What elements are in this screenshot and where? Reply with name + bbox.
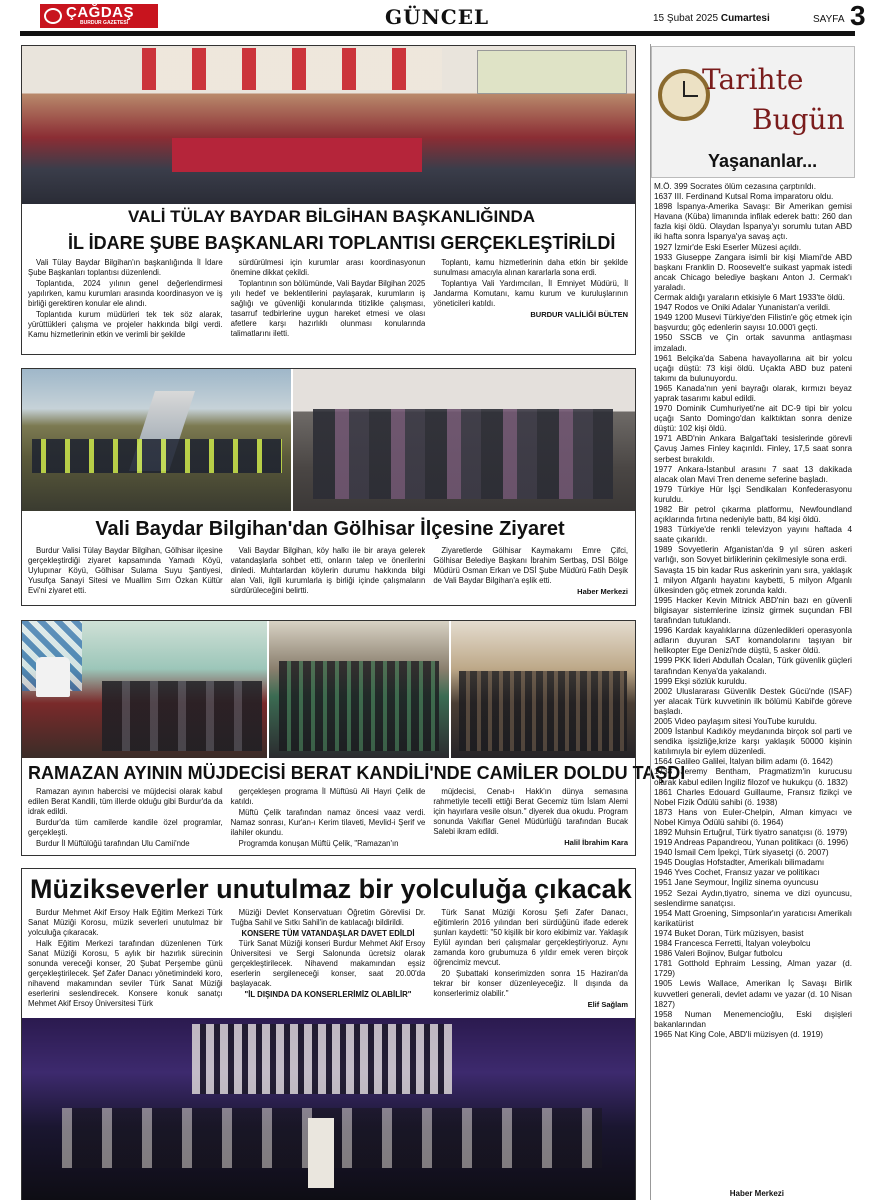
- event-item: 1637 III. Ferdinand Kutsal Roma imparatoru oldu.: [654, 192, 834, 202]
- dateline: [653, 13, 770, 25]
- imam-figure: [36, 657, 70, 697]
- article-2-byline: Haber Merkezi: [577, 587, 629, 596]
- banner-subtitle: Yaşananlar...: [708, 151, 818, 171]
- paragraph: Toplantıda kurum müdürleri tek tek söz alarak, yürüttükleri çalışma ve projeler hakkında bilgi verdi. Kamu hizmetlerinin etkin ve verimli bir şekilde: [28, 310, 223, 339]
- article-1-body: [28, 258, 628, 352]
- event-item: 1961 Belçika'da Sabena havayollarına ait bir yolcu uçağı düştü: 73 kişi öldü. Uçakta ABD buz pateni takımı da bulunuyordu.: [654, 353, 852, 383]
- sidebar-byline: Haber Merkezi: [729, 1189, 784, 1198]
- article-3-col-1: [28, 787, 223, 853]
- paragraph: Burdur Mehmet Akif Ersoy Halk Eğitim Merkezi Türk Sanat Müziği Korosu, müzik severleri unutulmaz bir yolculuğa çıkaracak.: [28, 908, 223, 937]
- article-4-subheading: KONSERE TÜM VATANDAŞLAR DAVET EDİLDİ: [241, 929, 415, 938]
- event-item: 1905 Lewis Wallace, Amerikan İç Savaşı Birlik kuvvetleri generali, devlet adamı ve yazar (d. 10 Nisan 1827): [654, 979, 852, 1009]
- paragraph: gerçekleşen programa İl Müftüsü Ali Hayri Çelik de katıldı.: [230, 787, 426, 806]
- article-4-subheading-2: "İL DIŞINDA DA KONSERLERİMİZ OLABİLİR": [244, 990, 412, 999]
- paragraph: Ziyaretlerde Gölhisar Kaymakamı Emre Çifci, Gölhisar Belediye Başkanı İbrahim Sertbaş, DSİ Bölge Müdürü Osman Erkan ve DSİ Şube Müdürü Fatih Deşik de Vali Baydar Bilgihan'a eşlik etti.: [433, 546, 629, 585]
- paragraph: 20 Şubattaki konserimizden sonra 15 Haziran'da tekrar bir konser düzenleyeceğiz. İl dışında da konserlerimiz olabilir.": [433, 969, 629, 998]
- paragraph: Toplantının son bölümünde, Vali Baydar Bilgihan 2025 yılı hedef ve beklentilerini paylaşarak, kurumların iş sağlığı ve güvenliği konularında titizlikle çalışması, tasarruf tedbirlerine uygun hareket etmesi ve olası afetlere karşı hazırlıklı olunması konularında talimatlarını iletti.: [230, 279, 426, 338]
- paragraph: Burdur'da tüm camilerde kandile özel programlar, gerçekleşti.: [28, 818, 223, 837]
- page-label: SAYFA: [813, 14, 845, 25]
- red-carpet: [172, 138, 422, 172]
- event-item: 1970 Dominik Cumhuriyeti'ne ait DC-9 tipi bir yolcu uçağı Santo Domingo'dan kalktıktan sonra denize düştü: 102 kişi öldü.: [654, 404, 852, 434]
- event-item: Savaşta 15 bin kadar Rus askerinin yanı sıra, yaklaşık 1 milyon Afganlı hayatını kaybetti, 5 milyon Afganlı ülkesinden göç etmek zorunda kaldı.: [654, 565, 852, 595]
- paragraph: Programda konuşan Müftü Çelik, "Ramazan'ın: [238, 839, 399, 848]
- event-item: 1983 Türkiye'de renkli televizyon yayını haftada 4 saate çıkarıldı.: [654, 525, 852, 545]
- paragraph: Toplantıya Vali Yardımcıları, İl Emniyet Müdürü, İl Jandarma Komutanı, kamu kurum ve kuruluşlarının yöneticileri katıldı.: [433, 279, 629, 308]
- paragraph: Toplantı, kamu hizmetlerinin daha etkin bir şekilde sunulması amacıyla alınan kararlarla sona erdi.: [433, 258, 629, 277]
- article-2-headline: Vali Baydar Bilgihan'dan Gölhisar İlçesine Ziyaret: [70, 516, 590, 543]
- event-item: 1977 Ankara-İstanbul arasını 7 saat 13 dakikada alacak olan Mavi Tren deneme seferine başladı.: [654, 464, 852, 484]
- event-item: 1971 ABD'nin Ankara Balgat'taki tesislerinde görevli Çavuş James Finley kaçırıldı. Finley, 17,5 saat sonra serbest bırakıldı.: [654, 434, 852, 464]
- mosque-interior-photo-2[interactable]: [451, 621, 635, 758]
- group-of-officials: [32, 439, 282, 473]
- article-2-col-1: [28, 546, 223, 604]
- article-2-col-2: [231, 546, 426, 604]
- article-3-col-3: [433, 787, 628, 853]
- page-number: 3: [850, 0, 866, 31]
- paragraph: Vali Baydar Bilgihan, köy halkı ile bir araya gelerek vatandaşlarla sohbet etti, onların talep ve önerilerini dinledi. Muhtarlardan köylerin durumu hakkında bilgi alan Vali, ilgili kurumlarla iş birliği içinde çalışmaların sürdürüleceğini belirtti.: [230, 546, 426, 595]
- choir-concert-photo[interactable]: [22, 1018, 635, 1200]
- event-item: 1919 Andreas Papandreou, Yunan politikacı (ö. 1996): [654, 838, 849, 848]
- event-item: 1892 Muhsin Ertuğrul, Türk tiyatro sanatçısı (ö. 1979): [654, 828, 848, 837]
- article-4-byline: Elif Sağlam: [587, 1000, 629, 1009]
- banner-title-2: Bugün: [752, 103, 845, 136]
- article-3-body: [28, 787, 628, 853]
- events-list: [654, 182, 852, 1190]
- paragraph: Müftü Çelik tarafından namaz öncesi vaaz verdi. Namaz sonrası, Kur'an-ı Kerim tilaveti, Mevlid-i Şerif ve ilahiler okundu.: [230, 808, 426, 837]
- event-item: 1564 Galileo Galilei, İtalyan bilim adamı (ö. 1642): [654, 757, 833, 767]
- article-1-col-3: [433, 258, 628, 352]
- article-1-col-2: [231, 258, 426, 352]
- projection-screen: [477, 50, 627, 94]
- article-4-headline: Müzikseverler unutulmaz bir yolculuğa çıkacak: [30, 874, 632, 904]
- congregation: [102, 681, 262, 751]
- event-item: 1995 Hacker Kevin Mitnick ABD'nin bazı en güvenli bilgisayar sistemlerine izinsiz girmek suçundan FBI tarafından tutuklandı.: [654, 595, 852, 626]
- event-item: Cermak aldığı yaraların etkisiyle 6 Mart 1933'te öldü.: [654, 293, 845, 303]
- article-2-body: [28, 546, 628, 604]
- event-item: 1945 Douglas Hofstadter, Amerikalı bilimadamı: [654, 858, 825, 868]
- event-item: 1898 İspanya-Amerika Savaşı: Bir Amerikan gemisi Havana (Küba) limanında infilak ederek battı: 260 dan fazla kişi öldü. Olaydan İspanya'yı sorumlu tutan ABD iki hafta sonra İspanya'ya savaş açtı.: [654, 202, 852, 242]
- event-item: 1738 Jeremy Bentham, Pragmatizm'in kurucusu olarak kabul edilen İngiliz filozof ve hukukçu (ö. 1832): [654, 767, 852, 787]
- logo-emblem-icon: [44, 8, 62, 24]
- paragraph: Toplantıda, 2024 yılının genel değerlendirmesi yapılırken, kamu kurumları arasında koordinasyon ve iş birliği gerektiren konular ele alındı.: [28, 279, 223, 308]
- logo-name: ÇAĞDAŞ: [66, 4, 135, 21]
- event-item: 1989 Sovyetlerin Afganistan'da 9 yıl süren askeri varlığı, son Sovyet birliklerinin çekilmesiyle sona erdi.: [654, 545, 852, 565]
- choir-members: [192, 1024, 452, 1094]
- on-this-day-banner: [651, 46, 855, 178]
- event-item: 1979 Türkiye Hür İşçi Sendikaları Konfederasyonu kuruldu.: [654, 484, 852, 504]
- event-item: 1965 Kanada'nın yeni bayrağı olarak, kırmızı beyaz yaprak tasarımı kabul edildi.: [654, 383, 852, 403]
- event-item: 1996 Kardak kayalıklarına düzenledikleri operasyonla adların duyuran SAT komandolarını taşıyan bir helikopter Ege Denizi'nde düştü, 5 asker öldü.: [654, 626, 852, 656]
- article-2-col-3: [433, 546, 628, 604]
- event-item: 1958 Numan Menemencioğlu, Eski dışişleri bakanlarından: [654, 1009, 852, 1029]
- event-item: 1954 Matt Groening, Simpsonlar'ın yaratıcısı Amerikalı karikatürist: [654, 908, 852, 928]
- event-item: 1974 Buket Doran, Türk müzisyen, basist: [654, 928, 804, 938]
- banner-title-1: Tarihte: [702, 63, 804, 96]
- article-3-byline: Halil İbrahim Kara: [564, 838, 629, 847]
- paragraph: Burdur İl Müftülüğü tarafından Ulu Camii'nde: [36, 839, 190, 848]
- event-item: 1986 Valeri Bojinov, Bulgar futbolcu: [654, 949, 783, 959]
- event-item: 1781 Gotthold Ephraim Lessing, Alman yazar (d. 1729): [654, 959, 852, 979]
- article-4-col-2: [231, 908, 426, 1016]
- article-4-body: [28, 908, 628, 1016]
- paragraph: Türk Sanat Müziği konseri Burdur Mehmet Akif Ersoy Üniversitesi ve Sergi Salonunda ücretsiz olarak gerçekleştirilecek. Nihavend makamından eşsiz eserlerin sergileneceği konser, saat 20.00'da başlayacak.: [230, 939, 426, 988]
- mosque-interior-photo-1[interactable]: [269, 621, 449, 758]
- paragraph: Vali Tülay Baydar Bilgihan'ın başkanlığında İl İdare Şube Başkanları toplantısı düzenlendi.: [28, 258, 223, 277]
- event-item: 1940 İsmail Cem İpekçi, Türk siyasetçi (ö. 2007): [654, 848, 829, 858]
- event-item: 1999 Ekşi sözlük kuruldu.: [654, 676, 747, 686]
- article-1-byline: BURDUR VALİLİĞİ BÜLTEN: [530, 310, 629, 319]
- paragraph: Müziği Devlet Konservatuarı Öğretim Görevlisi Dr. Tuğba Sahil ve Sıtkı Sahil'in de katılacağı bildirildi.: [230, 908, 426, 927]
- event-item: 1947 Rodos ve Oniki Adalar Yunanistan'a verildi.: [654, 303, 831, 313]
- event-item: 1984 Francesca Ferretti, İtalyan voleybolcu: [654, 939, 811, 949]
- meeting-photo[interactable]: [22, 46, 635, 204]
- article-3-headline: RAMAZAN AYININ MÜJDECİSİ BERAT KANDİLİ'NDE CAMİLER DOLDU TAŞDI: [28, 760, 628, 786]
- window-curtains: [142, 48, 442, 90]
- event-item: 1873 Hans von Euler-Chelpin, Alman kimyacı ve Nobel Kimya Ödülü sahibi (ö. 1964): [654, 807, 852, 827]
- article-1-headline-1: VALİ TÜLAY BAYDAR BİLGİHAN BAŞKANLIĞINDA: [128, 205, 518, 229]
- event-item: 1951 Jane Seymour, İngiliz sinema oyuncusu: [654, 878, 819, 888]
- site-visit-photo[interactable]: [22, 369, 291, 511]
- event-item: 1927 İzmir'de Eski Eserler Müzesi açıldı.: [654, 242, 802, 252]
- event-item: 1999 PKK lideri Abdullah Öcalan, Türk güvenlik güçleri tarafından Kenya'da yakalandı.: [654, 656, 852, 676]
- village-visit-photo[interactable]: [293, 369, 635, 511]
- issue-day: Cumartesi: [720, 13, 770, 24]
- issue-date: 15 Şubat 2025: [653, 13, 719, 24]
- paragraph: Burdur Valisi Tülay Baydar Bilgihan, Gölhisar ilçesine gerçekleştirdiği ziyaret kapsamında Yamadı Köyü, Uylupınar Köyü, Gölhisar Sulama Suyu Şantiyesi, Yusufça Sanayi Sitesi ve Muallim Sırrı Özkan Kültür Evi'ni ziyaret etti.: [28, 546, 223, 595]
- event-item: 1861 Charles Edouard Guillaume, Fransız fizikçi ve Nobel Fizik Ödülü sahibi (ö. 1938): [654, 787, 852, 807]
- section-title: GÜNCEL: [385, 5, 490, 29]
- event-item: 2005 Video paylaşım sitesi YouTube kuruldu.: [654, 716, 817, 726]
- page-header: [20, 0, 866, 31]
- event-item: M.Ö. 399 Socrates ölüm cezasına çarptırıldı.: [654, 182, 816, 191]
- paragraph: Halk Eğitim Merkezi tarafından düzenlenen Türk Sanat Müziği Korosu, 5 aylık bir hazırlık sürecinin sonunda vereceği konser, 20 Şubat Perşembe günü gerçekleştirilecek. Şef Zafer Danacı yönetimindeki koro, nihavend makamından seviler Türk Sanat Müziği eserlerini seslendirecek. Konsere konuk sanatçı Mehmet Akif Ersoy Üniversitesi Türk: [28, 939, 223, 1008]
- article-3-col-2: [231, 787, 426, 853]
- event-item: 1952 Sezai Aydın,tiyatro, sinema ve dizi oyuncusu, seslendirme sanatçısı.: [654, 888, 852, 908]
- event-item: 1933 Giuseppe Zangara isimli bir kişi Miami'de ABD başkanı Franklin D. Roosevelt'e suikast yapmak istedi ancak Chicago belediye başkanı Anton J. Cermak'ı yaraladı.: [654, 252, 852, 292]
- article-4-col-1: [28, 908, 223, 1016]
- paragraph: Türk Sanat Müziği Korosu Şefi Zafer Danacı, eğitimlerin 2016 yılından beri sürdüğünü ifade ederek şunları kaydetti: "50 kişilik bir koro ekibimiz var. Yaklaşık Eylül ayından beri çalışmalar gerçekleştiriyoruz. Aynı zamanda koro grubumuza 6 yıldır emek veren birçok öğrencimiz mevcut.: [433, 908, 629, 967]
- event-item: 1949 1200 Musevi Türkiye'den Filistin'e göç etmek için başvurdu; göç edenlerin sayısı 10.000'i geçti.: [654, 313, 852, 333]
- article-1-col-1: [28, 258, 223, 352]
- event-item: 2009 İstanbul Kadıköy meydanında birçok sol parti ve sendika işsizliğe,krize karşı yaklaşık 50000 kişinin katılımıyla bir eylem düzenledi.: [654, 727, 852, 757]
- article-4-col-3: [433, 908, 628, 1016]
- header-rule: [20, 31, 855, 36]
- newspaper-logo[interactable]: [40, 4, 158, 28]
- conductor-figure: [308, 1118, 334, 1188]
- praying-crowd: [279, 661, 439, 751]
- paragraph: müjdecisi, Cenab-ı Hakk'ın dünya semasına rahmetiyle tecelli ettiği Berat Gecemiz tüm İslam Alemi için hayırlara vesile olsun." diyerek dua okudu. Program sonunda Vakıflar Genel Müdürlüğü tarafından Bucak Salebi ikram edildi.: [433, 787, 629, 836]
- mosque-sermon-photo[interactable]: [22, 621, 267, 758]
- article-1-headline-2: İL İDARE ŞUBE BAŞKANLARI TOPLANTISI GERÇEKLEŞTİRİLDİ: [68, 230, 588, 256]
- event-item: 2002 Uluslararası Güvenlik Destek Gücü'nde (ISAF) yer alacak Türk kuvvetinin ilk bölümü Kabil'de göreve başladı.: [654, 686, 852, 716]
- logo-subtitle: BURDUR GAZETESİ: [80, 20, 129, 26]
- paragraph: Ramazan ayının habercisi ve müjdecisi olarak kabul edilen Berat Kandili, tüm illerde olduğu gibi Burdur'da da idrak edildi.: [28, 787, 223, 816]
- crowd-of-villagers: [313, 409, 613, 499]
- paragraph: sürdürülmesi için kurumlar arası koordinasyonun önemine dikkat çekildi.: [230, 258, 426, 277]
- event-item: 1982 Bir petrol çıkarma platformu, Newfoundland açıklarında fırtına nedeniyle battı, 84 kişi öldü.: [654, 505, 852, 525]
- event-item: 1965 Nat King Cole, ABD'li müzisyen (d. 1919): [654, 1029, 824, 1039]
- event-item: 1950 SSCB ve Çin ortak savunma antlaşması imzaladı.: [654, 333, 852, 353]
- praying-crowd: [459, 671, 627, 751]
- event-item: 1946 Yves Cochet, Fransız yazar ve politikacı: [654, 868, 820, 878]
